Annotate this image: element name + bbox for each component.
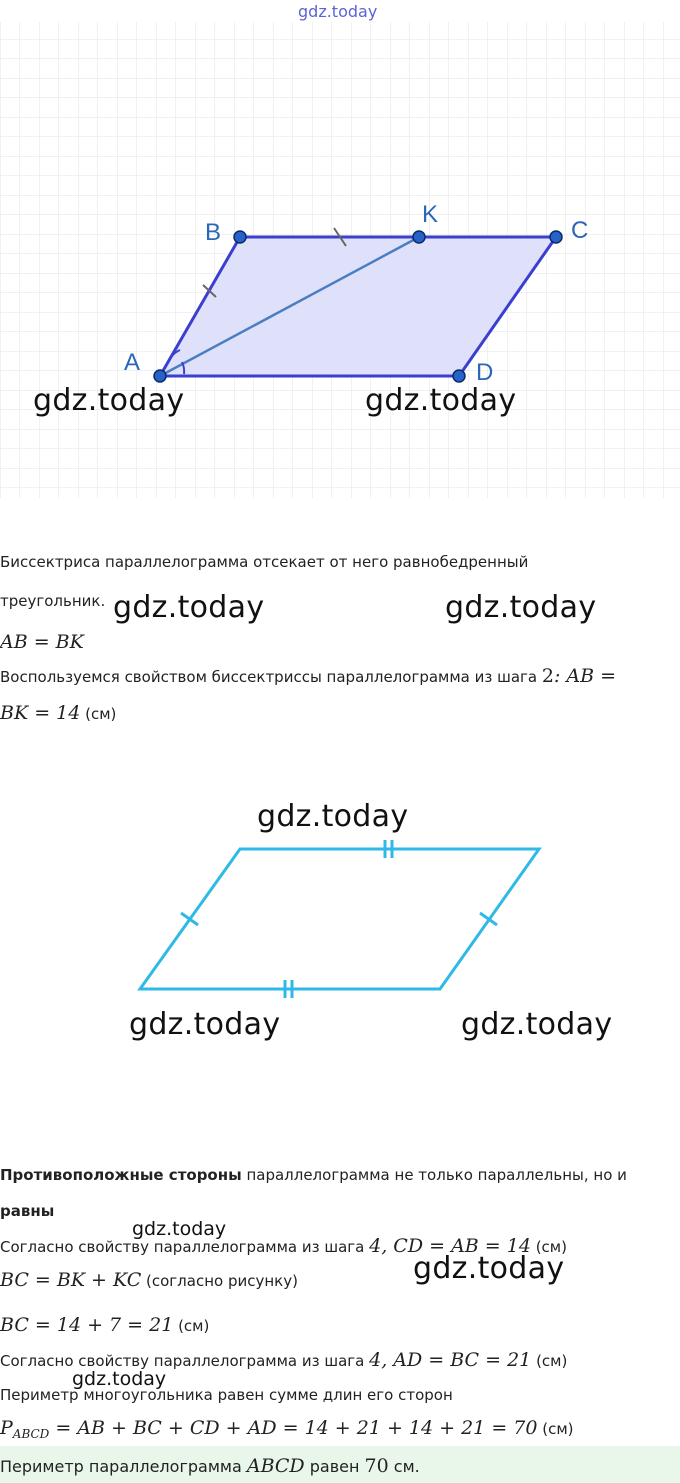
paragraph-3-rest: параллелограмма не только параллельны, но и	[241, 1166, 627, 1184]
label-c: C	[571, 217, 589, 244]
label-k: K	[422, 201, 439, 228]
equation-ab-bk: AB = BK	[0, 631, 84, 653]
paragraph-4-unit: (см)	[535, 1238, 567, 1256]
paragraph-3-line-2: равны	[0, 1202, 55, 1220]
perimeter-unit: (см)	[542, 1420, 574, 1438]
paragraph-2-line-2	[0, 703, 116, 724]
watermark-small-2: gdz.today	[72, 1368, 167, 1390]
point-c	[550, 231, 562, 243]
watermark-top: gdz.today	[298, 2, 378, 21]
watermark-text-2: gdz.today	[445, 590, 597, 625]
answer-number: 70	[364, 1455, 389, 1477]
paragraph-4-text: Согласно свойству параллелограмма из шага	[0, 1238, 370, 1256]
perimeter-expression: = AB + BC + CD + AD = 14 + 21 + 14 + 21 = 70	[49, 1417, 538, 1439]
label-a: A	[124, 349, 141, 376]
paragraph-1-line-2: треугольник.	[0, 592, 106, 610]
equation-bc-2-math: BC = 14 + 7 = 21	[0, 1314, 174, 1336]
paragraph-6-line: Периметр многоугольника равен сумме длин его сторон	[0, 1386, 453, 1404]
equation-perimeter	[0, 1418, 574, 1444]
perimeter-symbol: P	[0, 1417, 13, 1439]
paragraph-2-line-1	[0, 666, 616, 687]
equation-bc-2	[0, 1315, 209, 1336]
watermark-text-1: gdz.today	[113, 590, 265, 625]
watermark-fig1-right: gdz.today	[365, 383, 517, 418]
equation-bc-1-note: (согласно рисунку)	[146, 1272, 298, 1290]
perimeter-subscript: ABCD	[12, 1427, 50, 1441]
paragraph-2-eq-b: BK = 14	[0, 702, 81, 724]
equation-bc-2-unit: (см)	[178, 1317, 210, 1335]
paragraph-5-eq: 4, AD = BC = 21	[369, 1349, 532, 1371]
figure-parallelogram-grid	[0, 0, 680, 500]
answer-text-a: Периметр параллелограмма	[0, 1457, 247, 1476]
label-b: B	[205, 219, 222, 246]
point-a	[154, 370, 166, 382]
paragraph-2-eq-a: : AB =	[553, 665, 617, 687]
watermark-fig1-left: gdz.today	[33, 383, 185, 418]
paragraph-2-step: 2	[541, 665, 554, 687]
answer-math: ABCD	[246, 1455, 305, 1477]
point-b	[234, 231, 246, 243]
watermark-fig2-top: gdz.today	[257, 799, 409, 834]
paragraph-1-line-1: Биссектриса параллелограмма отсекает от него равнобедренный	[0, 553, 529, 571]
paragraph-4-eq: 4, CD = AB = 14	[369, 1235, 531, 1257]
paragraph-2-unit: (см)	[85, 705, 117, 723]
answer-text-b: равен	[304, 1457, 365, 1476]
tick-right	[480, 913, 497, 925]
paragraph-3-line-1	[0, 1165, 627, 1185]
point-d	[453, 370, 465, 382]
paragraph-5-unit: (см)	[536, 1352, 568, 1370]
answer-line	[0, 1456, 420, 1477]
label-d: D	[476, 359, 494, 386]
answer-text-c: см.	[388, 1457, 420, 1476]
parallelogram-outline	[140, 849, 539, 989]
equation-bc-1-math: BC = BK + KC	[0, 1269, 142, 1291]
watermark-small-1: gdz.today	[132, 1218, 227, 1240]
tick-left	[181, 913, 198, 925]
paragraph-5-text: Согласно свойству параллелограмма из шага	[0, 1352, 370, 1370]
watermark-fig2-left: gdz.today	[129, 1007, 281, 1042]
watermark-fig2-right: gdz.today	[461, 1007, 613, 1042]
equation-bc-1	[0, 1270, 298, 1291]
point-k	[413, 231, 425, 243]
paragraph-2-text: Воспользуемся свойством биссектриссы параллелограмма из шага	[0, 668, 542, 686]
paragraph-3-bold: Противоположные стороны	[0, 1166, 242, 1184]
watermark-text-3: gdz.today	[413, 1251, 565, 1286]
